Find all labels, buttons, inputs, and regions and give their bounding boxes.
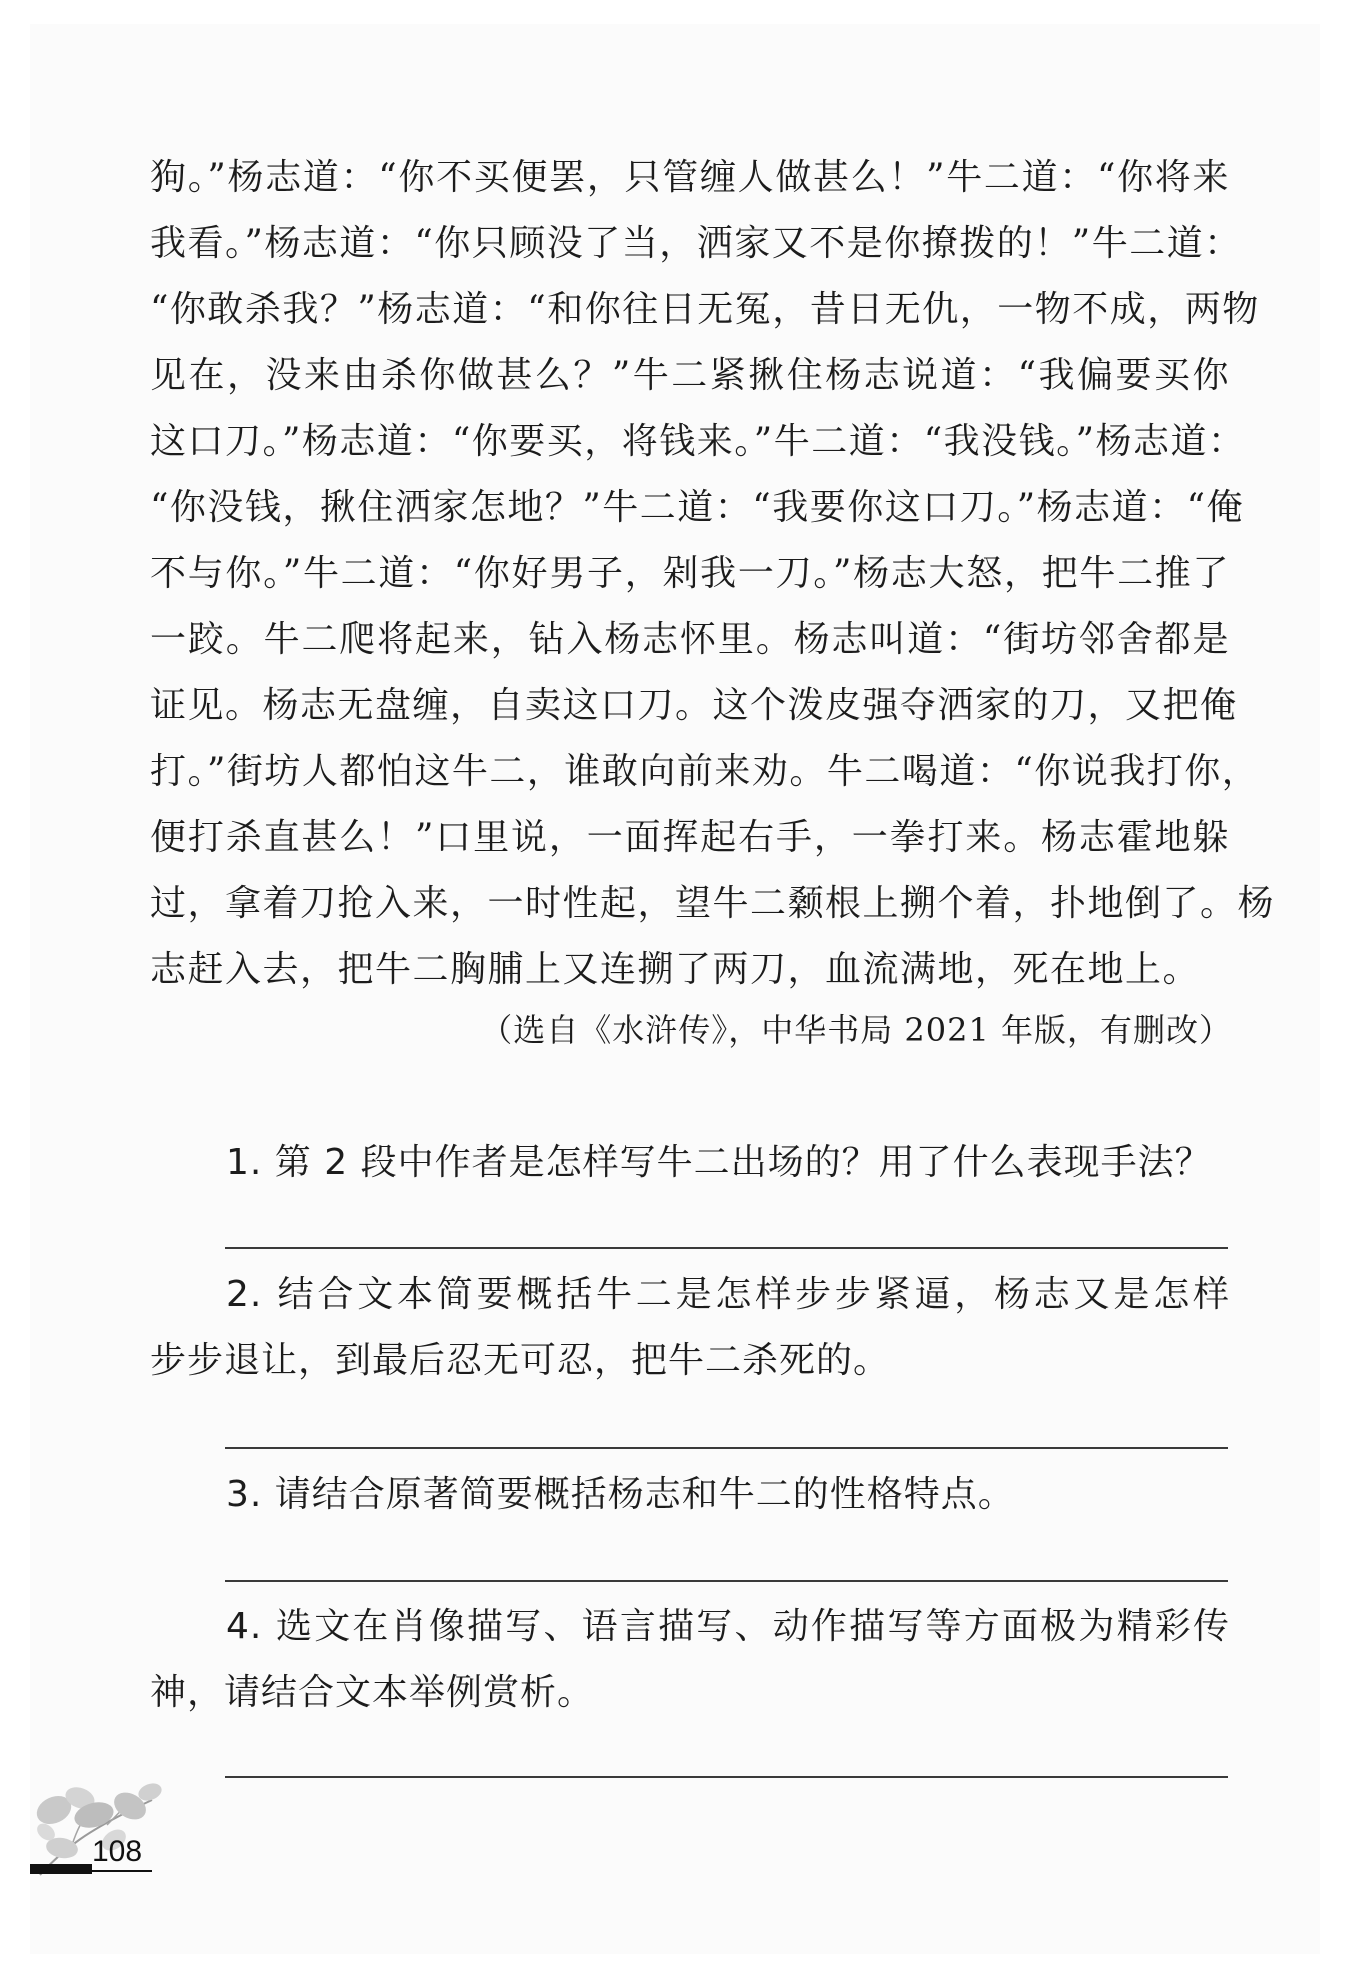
- question-2: [150, 1262, 1230, 1394]
- question-text: 4. 选文在肖像描写、语言描写、动作描写等方面极为精彩传: [226, 1606, 1230, 1647]
- question-1: [150, 1130, 1230, 1196]
- question-text: 神，请结合文本举例赏析。: [150, 1672, 595, 1713]
- question-text: 3. 请结合原著简要概括杨志和牛二的性格特点。: [226, 1474, 1015, 1515]
- answer-line-3[interactable]: [225, 1580, 1228, 1582]
- passage-line: 便打杀直甚么！”口里说，一面挥起右手，一拳打来。杨志霍地躲: [150, 817, 1230, 858]
- passage-line: 打。”街坊人都怕这牛二，谁敢向前来劝。牛二喝道：“你说我打你，: [150, 751, 1260, 792]
- question-4: [150, 1594, 1230, 1726]
- answer-line-1[interactable]: [225, 1247, 1228, 1249]
- answer-line-4[interactable]: [225, 1776, 1228, 1778]
- passage-line: “你敢杀我？”杨志道：“和你往日无冤，昔日无仇，一物不成，两物: [150, 289, 1260, 330]
- passage-line: 志赶入去，把牛二胸脯上又连搠了两刀，血流满地，死在地上。: [150, 949, 1201, 990]
- passage-line: 证见。杨志无盘缠，自卖这口刀。这个泼皮强夺洒家的刀，又把俺: [150, 685, 1238, 726]
- footer-bar: [30, 1864, 92, 1874]
- passage-line: 狗。”杨志道：“你不买便罢，只管缠人做甚么！”牛二道：“你将来: [150, 157, 1230, 198]
- passage-line: 见在，没来由杀你做甚么？”牛二紧揪住杨志说道：“我偏要买你: [150, 355, 1230, 396]
- footer-rule: [92, 1870, 152, 1872]
- passage-line: “你没钱，揪住洒家怎地？”牛二道：“我要你这口刀。”杨志道：“俺: [150, 487, 1245, 528]
- passage-line: 一跤。牛二爬将起来，钻入杨志怀里。杨志叫道：“街坊邻舍都是: [150, 619, 1230, 660]
- passage-line: 过，拿着刀抢入来，一时性起，望牛二颡根上搠个着，扑地倒了。杨: [150, 883, 1276, 924]
- passage-line: 不与你。”牛二道：“你好男子，剁我一刀。”杨志大怒，把牛二推了: [150, 553, 1230, 594]
- source-citation: （选自《水浒传》，中华书局 2021 年版，有删改）: [480, 1011, 1232, 1049]
- page-number: 108: [92, 1835, 143, 1868]
- question-text: 步步退让，到最后忍无可忍，把牛二杀死的。: [150, 1340, 891, 1381]
- passage-text: [150, 145, 1276, 1003]
- passage-line: 我看。”杨志道：“你只顾没了当，洒家又不是你撩拨的！”牛二道：: [150, 223, 1242, 264]
- question-text: 1. 第 2 段中作者是怎样写牛二出场的？用了什么表现手法？: [226, 1142, 1212, 1183]
- passage-line: 这口刀。”杨志道：“你要买，将钱来。”牛二道：“我没钱。”杨志道：: [150, 421, 1246, 462]
- answer-line-2[interactable]: [225, 1447, 1228, 1449]
- question-text: 2. 结合文本简要概括牛二是怎样步步紧逼，杨志又是怎样: [226, 1274, 1230, 1315]
- question-3: [150, 1462, 1230, 1528]
